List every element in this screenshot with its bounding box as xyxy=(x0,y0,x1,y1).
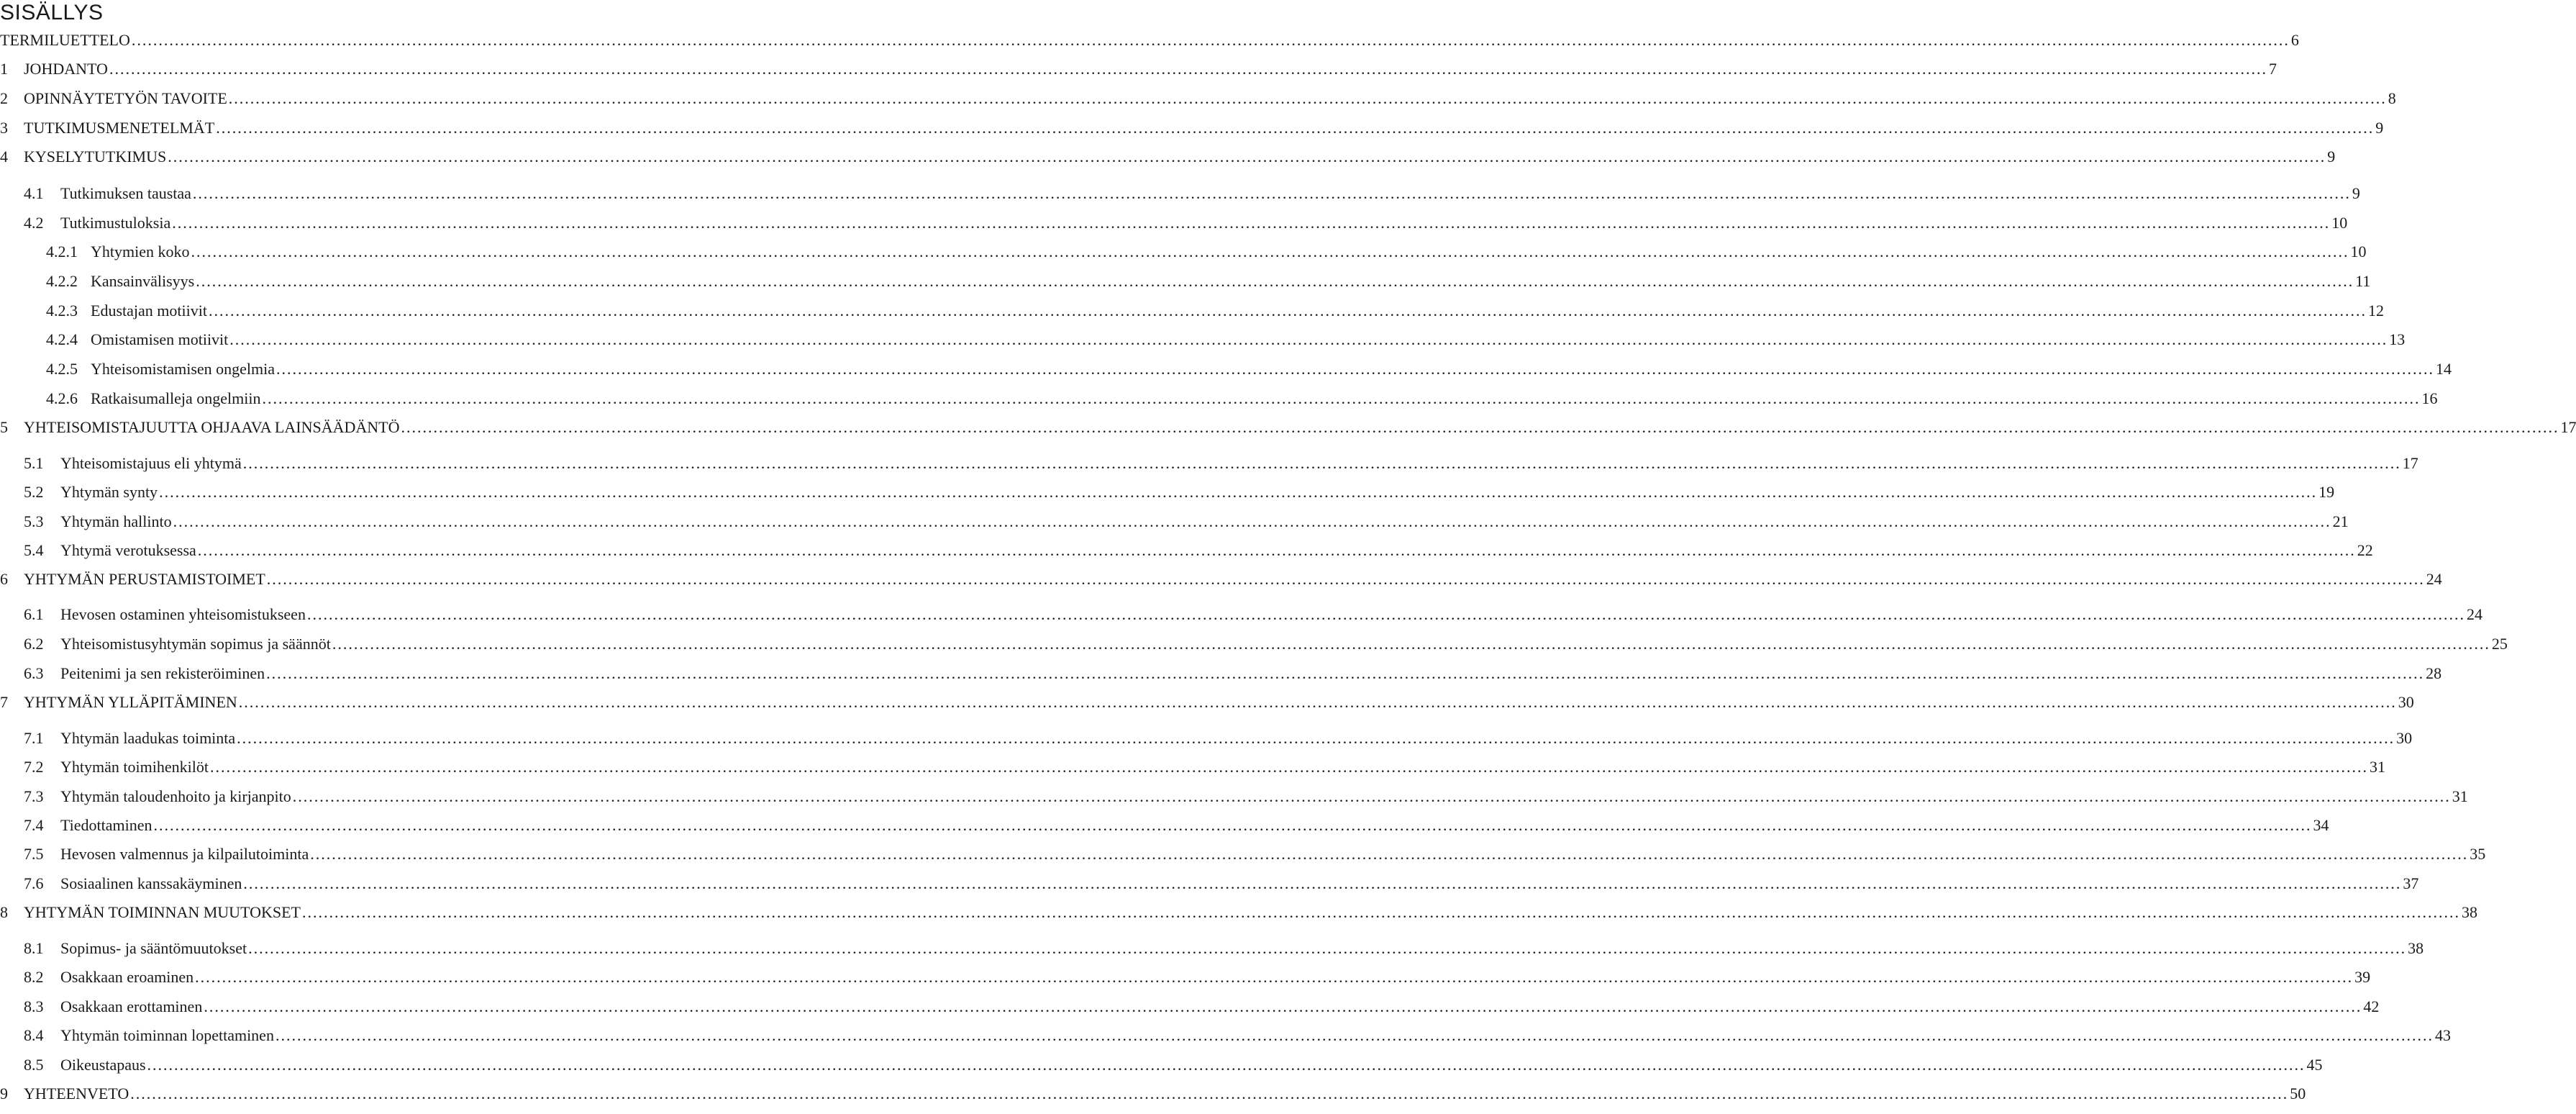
toc-entry-title: Osakkaan eroaminen xyxy=(60,968,194,986)
toc-entry-number: 4.2.2 xyxy=(46,272,78,290)
toc-entry-page: 9 xyxy=(2375,119,2384,137)
toc-entry[interactable] xyxy=(0,512,2349,532)
toc-entry[interactable] xyxy=(0,540,2373,561)
toc-entry-title: Yhtymän synty xyxy=(60,483,158,501)
toc-entry[interactable] xyxy=(0,482,2335,502)
toc-dot-leader: ................................................................................................................................................................................................................................................................................................................................................................................................................ xyxy=(209,758,2368,776)
toc-entry-page: 24 xyxy=(2426,570,2442,588)
toc-entry-number: 7.4 xyxy=(24,816,44,834)
toc-entry[interactable] xyxy=(0,815,2329,836)
toc-dot-leader: ................................................................................................................................................................................................................................................................................................................................................................................................................ xyxy=(401,418,2559,436)
toc-entry-number: 1 xyxy=(0,60,8,78)
toc-dot-leader: ................................................................................................................................................................................................................................................................................................................................................................................................................ xyxy=(266,570,2425,588)
toc-entry-title: JOHDANTO xyxy=(24,60,108,78)
toc-entry-page: 28 xyxy=(2426,664,2442,682)
toc-entry-title: Peitenimi ja sen rekisteröiminen xyxy=(60,664,265,682)
toc-entry-title: Yhteisomistusyhtymän sopimus ja säännöt xyxy=(60,635,331,653)
toc-entry-title: Kansainvälisyys xyxy=(91,272,195,290)
toc-entry-number: 8 xyxy=(0,903,8,921)
toc-entry-page: 6 xyxy=(2290,31,2299,49)
toc-entry-number: 6.3 xyxy=(24,664,44,682)
toc-entry[interactable] xyxy=(0,417,2576,438)
page-title: SISÄLLYS xyxy=(0,1,104,24)
toc-dot-leader: ................................................................................................................................................................................................................................................................................................................................................................................................................ xyxy=(238,693,2397,711)
toc-dot-leader: ................................................................................................................................................................................................................................................................................................................................................................................................................ xyxy=(302,903,2460,921)
toc-entry-title: Sosiaalinen kanssakäyminen xyxy=(60,874,242,892)
toc-entry-number: 4.1 xyxy=(24,184,44,202)
toc-entry-number: 4.2.4 xyxy=(46,330,78,348)
toc-entry-title: KYSELYTUTKIMUS xyxy=(24,148,167,166)
toc-entry-number: 7.3 xyxy=(24,787,44,805)
toc-dot-leader: ................................................................................................................................................................................................................................................................................................................................................................................................................ xyxy=(208,302,2367,320)
toc-entry[interactable] xyxy=(0,938,2424,959)
toc-entry[interactable] xyxy=(0,1025,2451,1046)
toc-entry[interactable] xyxy=(0,271,2371,291)
toc-dot-leader: ................................................................................................................................................................................................................................................................................................................................................................................................................ xyxy=(310,845,2469,863)
toc-entry-page: 50 xyxy=(2290,1084,2306,1102)
toc-dot-leader: ................................................................................................................................................................................................................................................................................................................................................................................................................ xyxy=(275,1026,2434,1044)
toc-entry-page: 34 xyxy=(2313,816,2329,834)
toc-entry[interactable] xyxy=(0,147,2336,167)
toc-entry-page: 37 xyxy=(2403,874,2419,892)
toc-entry[interactable] xyxy=(0,330,2406,350)
toc-entry[interactable] xyxy=(0,604,2482,625)
toc-entry-number: 8.5 xyxy=(24,1056,44,1074)
toc-entry-page: 24 xyxy=(2466,605,2482,623)
toc-entry[interactable] xyxy=(0,184,2360,204)
toc-entry-number: 4 xyxy=(0,148,8,166)
toc-entry-title: Hevosen valmennus ja kilpailutoiminta xyxy=(60,845,309,863)
toc-entry-page: 16 xyxy=(2421,389,2438,407)
toc-entry-title: Tutkimuksen taustaa xyxy=(60,184,191,202)
toc-entry-number: 5 xyxy=(0,418,8,436)
toc-dot-leader: ................................................................................................................................................................................................................................................................................................................................................................................................................ xyxy=(159,483,2318,501)
toc-dot-leader: ................................................................................................................................................................................................................................................................................................................................................................................................................ xyxy=(216,119,2375,137)
toc-entry-title: Yhtymän toimihenkilöt xyxy=(60,758,209,776)
toc-dot-leader: ................................................................................................................................................................................................................................................................................................................................................................................................................ xyxy=(109,60,2267,78)
toc-entry-title: YHTYMÄN YLLÄPITÄMINEN xyxy=(24,693,237,711)
toc-entry-number: 8.2 xyxy=(24,968,44,986)
toc-entry-title: Yhtymä verotuksessa xyxy=(60,541,196,559)
toc-entry-number: 7.6 xyxy=(24,874,44,892)
toc-dot-leader: ................................................................................................................................................................................................................................................................................................................................................................................................................ xyxy=(306,605,2465,623)
toc-entry[interactable] xyxy=(0,664,2442,684)
toc-entry-number: 8.4 xyxy=(24,1026,44,1044)
toc-entry-title: Yhteisomistamisen ongelmia xyxy=(91,360,276,378)
toc-entry-title: Oikeustapaus xyxy=(60,1056,146,1074)
toc-entry-number: 5.3 xyxy=(24,512,44,530)
toc-entry[interactable] xyxy=(0,967,2371,987)
toc-entry-page: 12 xyxy=(2367,302,2384,320)
toc-entry-title: Sopimus- ja sääntömuutokset xyxy=(60,939,247,957)
toc-entry-number: 8.1 xyxy=(24,939,44,957)
toc-entry-number: 5.4 xyxy=(24,541,44,559)
toc-entry-number: 7 xyxy=(0,693,8,711)
toc-dot-leader: ................................................................................................................................................................................................................................................................................................................................................................................................................ xyxy=(131,31,2290,49)
toc-dot-leader: ................................................................................................................................................................................................................................................................................................................................................................................................................ xyxy=(228,89,2387,107)
toc-dot-leader: ................................................................................................................................................................................................................................................................................................................................................................................................................ xyxy=(262,389,2421,407)
toc-entry-page: 13 xyxy=(2389,330,2406,348)
toc-dot-leader: ................................................................................................................................................................................................................................................................................................................................................................................................................ xyxy=(292,787,2451,805)
toc-entry-number: 4.2.6 xyxy=(46,389,78,407)
toc-entry-title: Yhteisomistajuus eli yhtymä xyxy=(60,454,242,472)
toc-dot-leader: ................................................................................................................................................................................................................................................................................................................................................................................................................ xyxy=(147,1056,2306,1074)
toc-entry-title: Hevosen ostaminen yhteisomistukseen xyxy=(60,605,306,623)
toc-entry-title: YHTEISOMISTAJUUTTA OHJAAVA LAINSÄÄDÄNTÖ xyxy=(24,418,400,436)
toc-entry-page: 22 xyxy=(2357,541,2373,559)
toc-entry[interactable] xyxy=(0,118,2384,138)
toc-entry-number: 4.2.1 xyxy=(46,243,78,261)
toc-dot-leader: ................................................................................................................................................................................................................................................................................................................................................................................................................ xyxy=(168,148,2326,166)
toc-entry-number: 6 xyxy=(0,570,8,588)
toc-entry-title: TUTKIMUSMENETELMÄT xyxy=(24,119,215,137)
toc-entry-title: OPINNÄYTETYÖN TAVOITE xyxy=(24,89,227,107)
toc-entry[interactable] xyxy=(0,453,2418,474)
toc-entry[interactable] xyxy=(0,59,2277,79)
toc-dot-leader: ................................................................................................................................................................................................................................................................................................................................................................................................................ xyxy=(237,729,2395,747)
toc-entry-page: 35 xyxy=(2470,845,2486,863)
toc-dot-leader: ................................................................................................................................................................................................................................................................................................................................................................................................................ xyxy=(248,939,2407,957)
toc-entry-page: 42 xyxy=(2363,997,2380,1015)
toc-entry[interactable] xyxy=(0,874,2419,894)
toc-entry-title: Yhtymän toiminnan lopettaminen xyxy=(60,1026,274,1044)
toc-entry-page: 17 xyxy=(2402,454,2418,472)
toc-entry-title: Tiedottaminen xyxy=(60,816,153,834)
toc-dot-leader: ................................................................................................................................................................................................................................................................................................................................................................................................................ xyxy=(173,512,2331,530)
toc-entry-page: 30 xyxy=(2396,729,2413,747)
toc-entry[interactable] xyxy=(0,844,2486,864)
toc-entry-page: 43 xyxy=(2434,1026,2451,1044)
toc-entry[interactable] xyxy=(0,692,2414,712)
toc-entry-title: TERMILUETTELO xyxy=(0,31,130,49)
toc-entry-title: YHTYMÄN PERUSTAMISTOIMET xyxy=(24,570,265,588)
toc-entry-page: 30 xyxy=(2398,693,2414,711)
toc-entry-title: Yhtymien koko xyxy=(91,243,190,261)
toc-entry-number: 4.2.5 xyxy=(46,360,78,378)
toc-entry-page: 38 xyxy=(2408,939,2424,957)
toc-entry[interactable] xyxy=(0,757,2385,777)
toc-entry-page: 31 xyxy=(2369,758,2385,776)
toc-entry-page: 11 xyxy=(2355,272,2371,290)
toc-entry[interactable] xyxy=(0,30,2299,50)
toc-entry-number: 3 xyxy=(0,119,8,137)
toc-dot-leader: ................................................................................................................................................................................................................................................................................................................................................................................................................ xyxy=(130,1084,2289,1102)
toc-entry-page: 8 xyxy=(2388,89,2396,107)
toc-entry-number: 7.5 xyxy=(24,845,44,863)
toc-entry[interactable] xyxy=(0,997,2380,1017)
toc-entry-title: Ratkaisumalleja ongelmiin xyxy=(91,389,261,407)
toc-entry-page: 10 xyxy=(2331,214,2348,232)
toc-entry-page: 10 xyxy=(2350,243,2367,261)
toc-entry-title: Yhtymän laadukas toiminta xyxy=(60,729,236,747)
toc-entry[interactable] xyxy=(0,389,2438,409)
toc-entry-page: 14 xyxy=(2436,360,2452,378)
toc-dot-leader: ................................................................................................................................................................................................................................................................................................................................................................................................................ xyxy=(195,968,2354,986)
toc-entry-page: 9 xyxy=(2352,184,2360,202)
toc-entry-title: Omistamisen motiivit xyxy=(91,330,229,348)
toc-dot-leader: ................................................................................................................................................................................................................................................................................................................................................................................................................ xyxy=(242,454,2401,472)
toc-entry-number: 4.2 xyxy=(24,214,44,232)
toc-dot-leader: ................................................................................................................................................................................................................................................................................................................................................................................................................ xyxy=(266,664,2425,682)
toc-dot-leader: ................................................................................................................................................................................................................................................................................................................................................................................................................ xyxy=(276,360,2435,378)
toc-entry[interactable] xyxy=(0,359,2452,379)
toc-entry-number: 2 xyxy=(0,89,8,107)
toc-dot-leader: ................................................................................................................................................................................................................................................................................................................................................................................................................ xyxy=(191,243,2349,261)
toc-entry-number: 6.2 xyxy=(24,635,44,653)
toc-entry-page: 21 xyxy=(2332,512,2349,530)
toc-dot-leader: ................................................................................................................................................................................................................................................................................................................................................................................................................ xyxy=(153,816,2312,834)
toc-entry-page: 45 xyxy=(2306,1056,2323,1074)
toc-entry-number: 7.1 xyxy=(24,729,44,747)
toc-entry[interactable] xyxy=(0,1055,2323,1075)
toc-entry-page: 9 xyxy=(2327,148,2336,166)
toc-entry-page: 19 xyxy=(2318,483,2335,501)
toc-dot-leader: ................................................................................................................................................................................................................................................................................................................................................................................................................ xyxy=(172,214,2331,232)
toc-entry-page: 7 xyxy=(2268,60,2277,78)
toc-entry-number: 7.2 xyxy=(24,758,44,776)
toc-entry-page: 17 xyxy=(2560,418,2576,436)
toc-entry-number: 4.2.3 xyxy=(46,302,78,320)
toc-entry-title: YHTYMÄN TOIMINNAN MUUTOKSET xyxy=(24,903,301,921)
toc-dot-leader: ................................................................................................................................................................................................................................................................................................................................................................................................................ xyxy=(332,635,2490,653)
toc-entry-page: 39 xyxy=(2354,968,2371,986)
toc-entry-title: Edustajan motiivit xyxy=(91,302,207,320)
toc-entry-number: 5.1 xyxy=(24,454,44,472)
toc-entry-number: 6.1 xyxy=(24,605,44,623)
toc-entry[interactable] xyxy=(0,902,2477,923)
toc-entry-page: 25 xyxy=(2491,635,2508,653)
toc-entry[interactable] xyxy=(0,569,2442,589)
toc-entry[interactable] xyxy=(0,213,2348,233)
toc-entry[interactable] xyxy=(0,89,2396,109)
toc-entry[interactable] xyxy=(0,634,2508,654)
toc-entry[interactable] xyxy=(0,301,2384,321)
toc-dot-leader: ................................................................................................................................................................................................................................................................................................................................................................................................................ xyxy=(197,541,2356,559)
toc-entry-title: YHTEENVETO xyxy=(24,1084,129,1102)
toc-dot-leader: ................................................................................................................................................................................................................................................................................................................................................................................................................ xyxy=(229,330,2388,348)
toc-entry-title: Osakkaan erottaminen xyxy=(60,997,203,1015)
toc-entry-title: Yhtymän hallinto xyxy=(60,512,172,530)
toc-dot-leader: ................................................................................................................................................................................................................................................................................................................................................................................................................ xyxy=(192,184,2351,202)
toc-dot-leader: ................................................................................................................................................................................................................................................................................................................................................................................................................ xyxy=(196,272,2354,290)
toc-dot-leader: ................................................................................................................................................................................................................................................................................................................................................................................................................ xyxy=(204,997,2362,1015)
toc-entry-number: 5.2 xyxy=(24,483,44,501)
toc-entry-page: 38 xyxy=(2462,903,2477,921)
toc-entry-page: 31 xyxy=(2452,787,2468,805)
toc-entry-title: Tutkimustuloksia xyxy=(60,214,171,232)
toc-entry[interactable] xyxy=(0,787,2468,807)
toc-entry-number: 8.3 xyxy=(24,997,44,1015)
toc-entry-number: 9 xyxy=(0,1084,8,1102)
toc-entry[interactable] xyxy=(0,728,2413,748)
toc-entry[interactable] xyxy=(0,242,2367,262)
toc-entry-title: Yhtymän taloudenhoito ja kirjanpito xyxy=(60,787,291,805)
toc-dot-leader: ................................................................................................................................................................................................................................................................................................................................................................................................................ xyxy=(243,874,2402,892)
toc-entry[interactable] xyxy=(0,1084,2306,1104)
